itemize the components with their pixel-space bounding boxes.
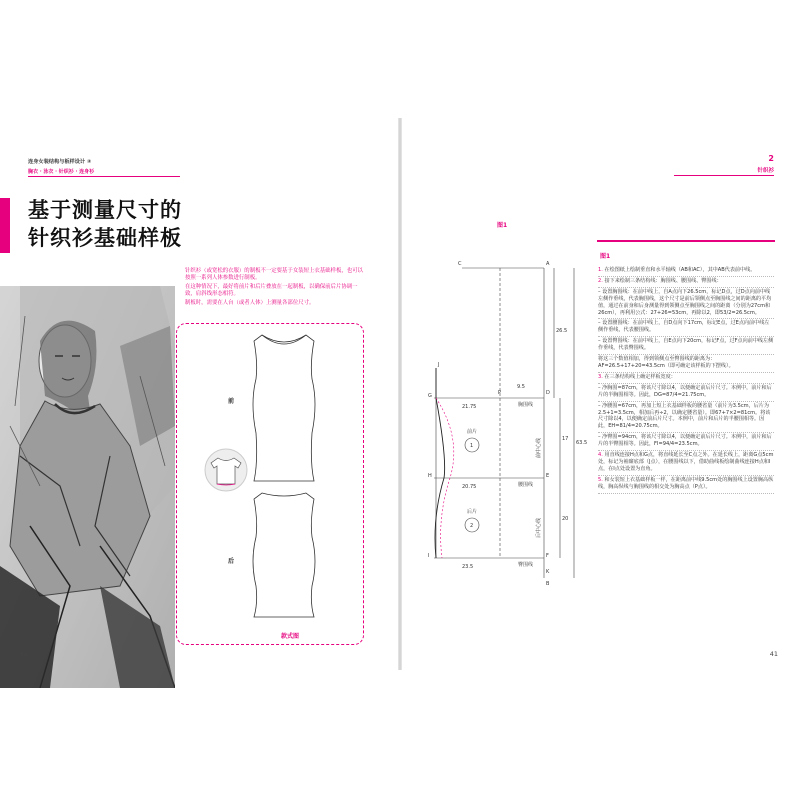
step-text: – 设置腰围线：在前中线上，自D点向下17cm，标记E点，过E点向前中线左侧作垂线，代表腰围线。 [598, 320, 770, 334]
pattern-draft-diagram [422, 248, 592, 598]
intro-paragraph: 制板时，需要在人台（或者人体）上测量各部位尺寸。 [185, 299, 315, 306]
dim-dg: 21.75 [462, 404, 477, 410]
step-item [598, 337, 774, 355]
waist-line-label: 腰围线 [518, 482, 534, 488]
step-item [598, 355, 774, 373]
drafting-steps [598, 266, 774, 494]
step-text: – 净胸围=87cm，将该尺寸除以4，以便确定前后片尺寸。本例中，前片和后片的半胸围相等。因此，DG=87/4=21.75cm。 [598, 384, 772, 398]
style-drawing-caption: 款式图 [278, 631, 302, 640]
draft-point-K: K [546, 569, 550, 575]
step-text: – 净腰围=67cm，再加上短上衣基础样板的腰省量（前片为3.5cm，后片为2.5+1=3.5cm，相加后再÷2，以确定腰省量）。即67+7×2=81cm。将该尺寸除以4，以便确定前后片尺寸。本例中，前片和后片的半腰围相等。因此，EH=81/4=20.75cm。 [598, 402, 771, 430]
center-back-label: 后中心线 [536, 517, 542, 538]
figure-label: 图1 [497, 222, 508, 229]
page-number: 41 [769, 650, 778, 658]
step-item [598, 319, 774, 337]
dim-ef: 20 [562, 516, 569, 522]
draft-point-A: A [546, 261, 550, 267]
header-rule [28, 176, 180, 177]
intro-text [185, 268, 365, 308]
left-page [0, 118, 398, 670]
draft-point-H: H [428, 473, 432, 479]
page-number: 40 [20, 650, 29, 658]
title-accent-bar [0, 198, 10, 253]
step-item [598, 384, 774, 402]
step-text: 将这三个数值相加，得到领侧点至臀围线的距离为：AF=26.5+17+20=43.5cm（即可确定该样板的下摆线）。 [598, 356, 734, 369]
page-title-line-2: 针织衫基础样板 [28, 226, 182, 250]
front-view-label: 前 [228, 398, 235, 405]
chapter-number: 2 [768, 154, 774, 163]
step-item [598, 266, 774, 277]
right-page [402, 118, 800, 670]
step-number: 1. [598, 267, 603, 273]
garment-front-drawing [248, 333, 320, 485]
step-item [598, 476, 774, 494]
step-item [598, 451, 774, 476]
steps-top-rule [597, 240, 775, 242]
step-number: 5. [598, 476, 603, 483]
step-item [598, 373, 774, 384]
dim-eh: 20.75 [462, 484, 477, 490]
figure-label: 图1 [600, 253, 611, 260]
back-piece-label: 后片 [467, 509, 478, 515]
step-item [598, 288, 774, 320]
front-piece-number: 1 [470, 443, 474, 449]
back-piece-number: 2 [470, 523, 474, 529]
draft-point-I: I [428, 553, 430, 559]
hip-line-label: 臀围线 [518, 562, 534, 568]
step-item [598, 402, 774, 434]
draft-point-P: P [498, 390, 502, 396]
step-text: – 设置胸围线：在前中线上，自A点向下26.5cm，标记D点，过D点向前中线左侧作垂线，代表胸围线，这个尺寸是前后领侧点至胸围线之间的距离的平均值，通过在前身和后身测量得到领侧点至胸围线之间的距离（分别为27cm和26cm），再利用公式：27+26=53cm，再除以2，即53/2=26.5cm。 [598, 288, 772, 316]
dim-fi: 23.5 [462, 564, 474, 570]
intro-paragraph: 在这种情况下，最好将前片和后片叠放在一起制板，以确保前后片协调一致，肩斜线形态相符。 [185, 283, 358, 298]
subtitle-tags: 胸衣 · 泳衣 · 针织衫 · 连身衫 [28, 169, 95, 175]
dim-ad: 26.5 [556, 328, 568, 334]
draft-point-B: B [546, 581, 550, 587]
draft-point-D: D [546, 390, 550, 396]
page-title-line-1: 基于测量尺寸的 [28, 198, 182, 222]
step-text: 接下来绘制三条结构线：胸围线、腰围线、臀围线： [604, 277, 722, 284]
fashion-sketch-illustration [0, 286, 175, 688]
draft-point-J: J [438, 362, 440, 368]
front-piece-label: 前片 [467, 429, 478, 435]
bust-line-label: 胸围线 [518, 402, 534, 408]
step-text: 在绘图纸上绘制垂直和水平轴线（AB和AC），其中AB代表前中线。 [604, 267, 756, 273]
dim-bust-point: 9.5 [517, 384, 525, 390]
step-text: – 净臀围=94cm，将该尺寸除以4，以便确定前后片尺寸。本例中，前片和后片的半臀围相等。因此，FI=94/4=23.5cm。 [598, 434, 772, 448]
dim-total: 63.5 [576, 440, 588, 446]
center-front-label: 前中心线 [536, 437, 542, 458]
step-item [598, 433, 774, 451]
draft-point-G: G [428, 393, 432, 399]
garment-back-drawing [248, 491, 320, 621]
running-head: 连身女装结构与板样设计 ② [28, 159, 92, 165]
step-text: 和女装短上衣基础样板一样，在距离前中线9.5cm处的胸围线上设置胸高纵线，胸高纵线与胸围线的相交处为胸高点（P点）。 [598, 476, 774, 490]
step-item [598, 277, 774, 288]
intro-paragraph: 针织衫（或宽松的衣服）的制板不一定要基于女装短上衣基础样板，也可以按照一系列人体参数进行制板。 [185, 268, 363, 282]
draft-point-E: E [546, 473, 550, 479]
step-text: 用直线连接H点和G点，将直线延长至C点之外。在延长线上，距离G点5cm处，标记为袖窿底部（J点），在腰围线以下，借助曲线板绘制曲线连接H点和I点，在I点处设置为直角。 [598, 452, 774, 472]
step-text: – 设置臀围线：在前中线上，自E点向下20cm，标记F点，过F点向前中线左侧作垂线，代表臀围线。 [598, 338, 774, 352]
tshirt-thumbnail-icon [204, 448, 248, 492]
draft-point-C: C [458, 261, 462, 267]
draft-point-F: F [546, 553, 549, 559]
page-title [28, 196, 182, 252]
step-number: 2. [598, 277, 603, 284]
step-number: 3. [598, 373, 603, 380]
back-view-label: 后 [228, 558, 235, 565]
step-number: 4. [598, 452, 603, 459]
header-rule [674, 175, 774, 176]
dim-de: 17 [562, 436, 569, 442]
step-text: 在三条结构线上确定样板宽度： [604, 373, 676, 380]
chapter-name: 针织衫 [757, 168, 774, 174]
